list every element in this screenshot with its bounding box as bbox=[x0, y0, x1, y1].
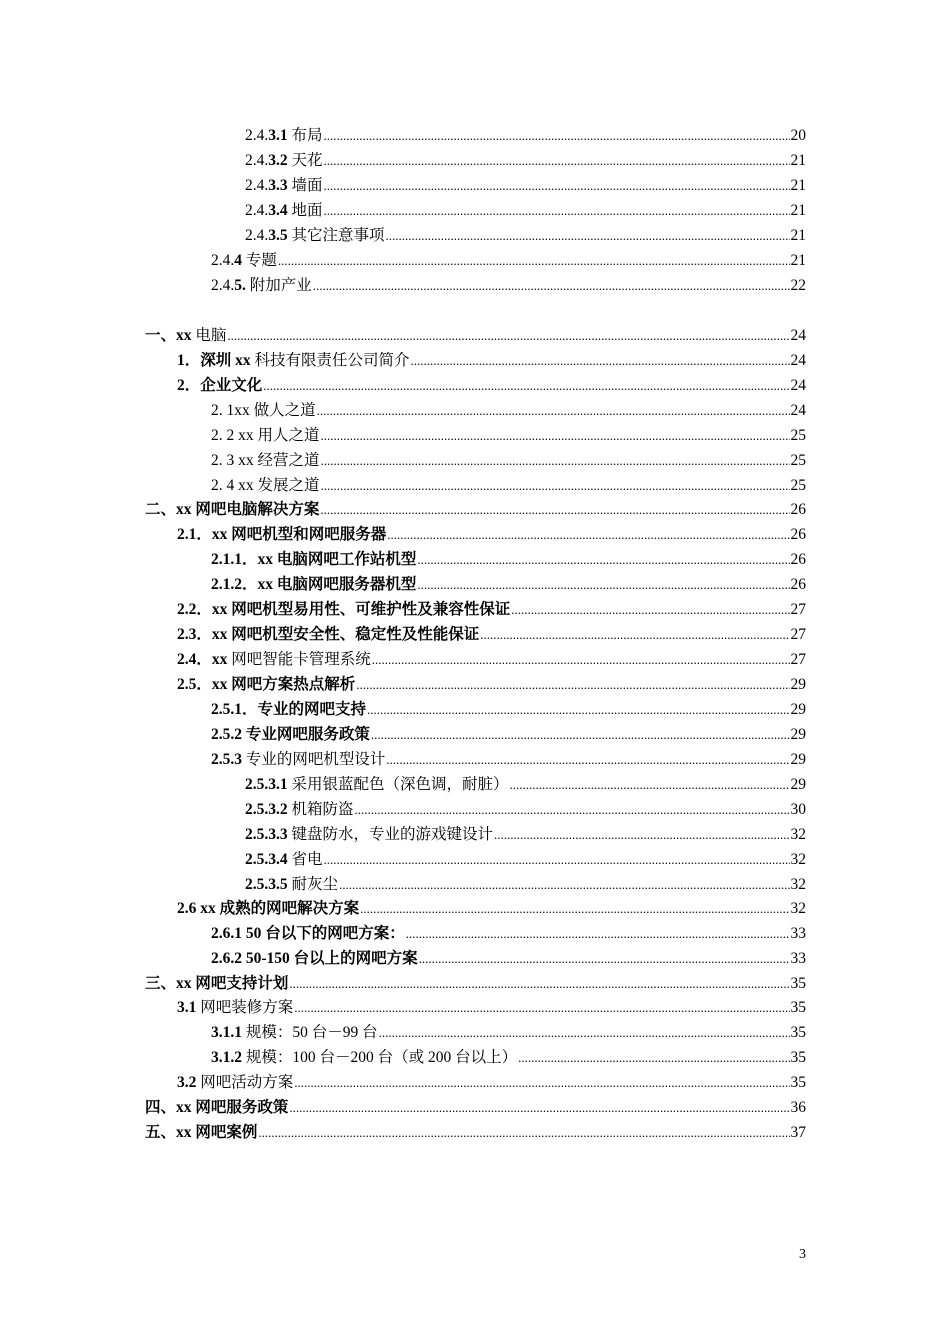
toc-entry[interactable] bbox=[177, 598, 806, 622]
toc-entry-title bbox=[211, 474, 320, 498]
toc-entry-text: 附加产业 bbox=[245, 277, 312, 294]
toc-entry-heading: 2.1.2．xx 电脑网吧服务器机型 bbox=[211, 576, 417, 593]
toc-entry-text: 专题 bbox=[242, 252, 277, 269]
toc-entry-heading: 三、xx 网吧支持计划 bbox=[145, 975, 289, 992]
toc-entry-text: 省电 bbox=[287, 851, 323, 868]
toc-entry-title bbox=[245, 199, 323, 223]
toc-entry-title bbox=[245, 873, 338, 897]
toc-dot-leader bbox=[258, 1121, 789, 1145]
toc-entry-title bbox=[211, 748, 385, 772]
toc-entry-page: 32 bbox=[790, 876, 806, 893]
toc-entry-text: 采用银蓝配色（深色调，耐脏） bbox=[287, 776, 509, 793]
toc-entry-text: 墙面 bbox=[287, 177, 323, 194]
toc-entry-title bbox=[211, 424, 320, 448]
toc-entry[interactable] bbox=[177, 648, 806, 672]
toc-dot-leader bbox=[324, 848, 790, 872]
toc-dot-leader bbox=[227, 324, 789, 348]
toc-dot-leader bbox=[387, 523, 789, 547]
toc-entry-number: 2.4. bbox=[245, 177, 269, 194]
toc-entry[interactable] bbox=[245, 199, 806, 223]
toc-entry-page: 35 bbox=[790, 975, 806, 992]
toc-entry-heading: 2.6 xx 成熟的网吧解决方案 bbox=[177, 900, 360, 917]
toc-entry-page: 35 bbox=[790, 1024, 806, 1041]
toc-dot-leader bbox=[356, 673, 789, 697]
toc-entry-heading: 2.1.1．xx 电脑网吧工作站机型 bbox=[211, 551, 417, 568]
toc-entry-title bbox=[177, 673, 355, 697]
toc-entry[interactable] bbox=[177, 374, 806, 398]
toc-dot-leader bbox=[386, 748, 789, 772]
toc-dot-leader bbox=[278, 249, 790, 273]
toc-dot-leader bbox=[289, 1096, 789, 1120]
toc-entry-page: 33 bbox=[790, 925, 806, 942]
toc-dot-leader bbox=[321, 474, 790, 498]
toc-entry[interactable] bbox=[245, 149, 806, 173]
toc-entry[interactable] bbox=[177, 623, 806, 647]
toc-entry-title bbox=[177, 623, 479, 647]
toc-entry-title bbox=[245, 773, 509, 797]
toc-entry[interactable] bbox=[211, 548, 806, 572]
toc-entry-heading: 二、xx 网吧电脑解决方案 bbox=[145, 501, 320, 518]
toc-dot-leader bbox=[355, 798, 790, 822]
toc-entry-page: 26 bbox=[790, 526, 806, 543]
toc-dot-leader bbox=[494, 823, 789, 847]
toc-entry-text: 规模：100 台－200 台（或 200 台以上） bbox=[242, 1049, 518, 1066]
toc-entry-text: 天花 bbox=[287, 152, 323, 169]
toc-entry-number: 2. 1xx bbox=[211, 402, 250, 419]
toc-entry-text: 做人之道 bbox=[249, 402, 316, 419]
toc-entry-text: 网吧装修方案 bbox=[196, 999, 294, 1016]
page-number: 3 bbox=[799, 1247, 806, 1262]
toc-entry-heading: 3.2 bbox=[177, 1074, 197, 1091]
toc-entry-text: 网吧活动方案 bbox=[196, 1074, 294, 1091]
toc-entry-heading: 2.1．xx 网吧机型和网吧服务器 bbox=[177, 526, 387, 543]
toc-dot-leader bbox=[324, 149, 790, 173]
toc-entry[interactable] bbox=[245, 174, 806, 198]
toc-entry[interactable] bbox=[145, 498, 806, 522]
toc-entry[interactable] bbox=[211, 922, 806, 946]
toc-entry-title bbox=[211, 1021, 378, 1045]
toc-dot-leader bbox=[339, 873, 789, 897]
toc-entry-title bbox=[245, 823, 493, 847]
toc-entry-title bbox=[177, 349, 410, 373]
toc-entry-title bbox=[211, 548, 416, 572]
toc-entry[interactable] bbox=[211, 698, 806, 722]
toc-entry-heading: 一、xx bbox=[145, 327, 192, 344]
toc-entry-text: 其它注意事项 bbox=[287, 227, 385, 244]
toc-entry-title bbox=[245, 798, 354, 822]
toc-dot-leader bbox=[419, 947, 790, 971]
toc-dot-leader bbox=[313, 274, 790, 298]
toc-dot-leader bbox=[324, 124, 790, 148]
toc-entry-title bbox=[177, 897, 359, 921]
toc-entry[interactable] bbox=[245, 124, 806, 148]
toc-entry-number: 2. 4 xx bbox=[211, 477, 254, 494]
toc-entry-page: 32 bbox=[790, 900, 806, 917]
toc-dot-leader bbox=[480, 623, 789, 647]
toc-dot-leader bbox=[324, 199, 790, 223]
toc-entry-number: 2.4. bbox=[245, 202, 269, 219]
toc-dot-leader bbox=[386, 224, 790, 248]
toc-entry[interactable] bbox=[245, 823, 806, 847]
toc-entry-title bbox=[211, 249, 277, 273]
toc-entry-title bbox=[145, 498, 319, 522]
toc-entry[interactable] bbox=[145, 324, 806, 348]
toc-entry[interactable] bbox=[211, 1021, 806, 1045]
toc-entry[interactable] bbox=[245, 848, 806, 872]
toc-dot-leader bbox=[379, 1021, 790, 1045]
toc-entry-page: 37 bbox=[790, 1124, 806, 1141]
toc-entry[interactable] bbox=[145, 1096, 806, 1120]
toc-entry-page: 25 bbox=[790, 427, 806, 444]
toc-entry-title bbox=[211, 1046, 517, 1070]
toc-dot-leader bbox=[411, 349, 790, 373]
toc-entry-heading: 2.5．xx 网吧方案热点解析 bbox=[177, 676, 356, 693]
toc-entry-title bbox=[211, 922, 405, 946]
toc-entry-page: 35 bbox=[790, 999, 806, 1016]
toc-entry-number: 2.4. bbox=[211, 277, 235, 294]
toc-dot-leader bbox=[518, 1046, 789, 1070]
toc-entry-text: 键盘防水，专业的游戏键设计 bbox=[287, 826, 494, 843]
toc-entry[interactable] bbox=[211, 723, 806, 747]
toc-entry-page: 26 bbox=[790, 551, 806, 568]
toc-dot-leader bbox=[317, 399, 790, 423]
toc-entry-title bbox=[245, 848, 323, 872]
toc-entry-page: 35 bbox=[790, 1074, 806, 1091]
toc-entry-page: 24 bbox=[790, 352, 806, 369]
toc-entry-page: 30 bbox=[790, 801, 806, 818]
toc-entry-page: 36 bbox=[790, 1099, 806, 1116]
toc-entry-page: 29 bbox=[790, 776, 806, 793]
toc-entry-page: 35 bbox=[790, 1049, 806, 1066]
toc-entry[interactable] bbox=[177, 996, 806, 1020]
toc-dot-leader bbox=[367, 698, 789, 722]
toc-entry[interactable] bbox=[177, 1071, 806, 1095]
toc-entry-title bbox=[245, 224, 385, 248]
toc-entry-title bbox=[145, 1096, 288, 1120]
toc-entry[interactable] bbox=[177, 349, 806, 373]
toc-dot-leader bbox=[321, 449, 790, 473]
toc-dot-leader bbox=[372, 648, 790, 672]
toc-entry-heading: 2．企业文化 bbox=[177, 377, 263, 394]
toc-entry-title bbox=[211, 573, 416, 597]
toc-entry-heading: 3.3 bbox=[268, 177, 288, 194]
toc-entry-title bbox=[211, 274, 312, 298]
toc-entry[interactable] bbox=[211, 474, 806, 498]
toc-entry-number: 2.4. bbox=[245, 127, 269, 144]
toc-entry-heading: 2.2．xx 网吧机型易用性、可维护性及兼容性保证 bbox=[177, 601, 511, 618]
toc-entry-heading: 3.4 bbox=[268, 202, 288, 219]
toc-entry-text: 耐灰尘 bbox=[287, 876, 339, 893]
toc-entry-title bbox=[177, 374, 262, 398]
toc-entry[interactable] bbox=[177, 897, 806, 921]
toc-entry-page: 27 bbox=[790, 601, 806, 618]
toc-entry[interactable] bbox=[245, 773, 806, 797]
toc-entry-heading: 2.5.3.2 bbox=[245, 801, 288, 818]
toc-entry-heading: 2.5.3.1 bbox=[245, 776, 288, 793]
toc-entry-heading: 2.5.3.5 bbox=[245, 876, 288, 893]
toc-entry-title bbox=[211, 723, 370, 747]
toc-entry-heading: 2.3．xx 网吧机型安全性、稳定性及性能保证 bbox=[177, 626, 480, 643]
toc-entry-heading: 5. bbox=[234, 277, 246, 294]
toc-entry-heading: 四、xx 网吧服务政策 bbox=[145, 1099, 289, 1116]
toc-entry-page: 32 bbox=[790, 851, 806, 868]
toc-entry-heading: 2.6.2 50-150 台以上的网吧方案 bbox=[211, 950, 418, 967]
toc-entry-number: 2.4. bbox=[245, 227, 269, 244]
toc-entry-title bbox=[211, 399, 316, 423]
toc-entry-heading: 3.1.1 bbox=[211, 1024, 242, 1041]
toc-entry-page: 27 bbox=[790, 651, 806, 668]
toc-dot-leader bbox=[321, 424, 790, 448]
toc-entry[interactable] bbox=[211, 274, 806, 298]
toc-entry-title bbox=[211, 947, 418, 971]
toc-entry-heading: 3.1.2 bbox=[211, 1049, 242, 1066]
toc-entry-heading: 1．深圳 xx bbox=[177, 352, 251, 369]
toc-entry-title bbox=[145, 1121, 257, 1145]
toc-entry-page: 21 bbox=[790, 152, 806, 169]
toc-entry-heading: 3.1 bbox=[268, 127, 288, 144]
toc-entry-page: 29 bbox=[790, 751, 806, 768]
toc-entry-heading: 3.2 bbox=[268, 152, 288, 169]
toc-entry[interactable] bbox=[177, 523, 806, 547]
toc-entry[interactable] bbox=[145, 972, 806, 996]
toc-entry-page: 20 bbox=[790, 127, 806, 144]
toc-entry-heading: 3.1 bbox=[177, 999, 197, 1016]
toc-entry[interactable] bbox=[211, 573, 806, 597]
toc-entry-page: 26 bbox=[790, 501, 806, 518]
toc-entry[interactable] bbox=[211, 249, 806, 273]
toc-dot-leader bbox=[320, 498, 789, 522]
toc-entry-page: 29 bbox=[790, 701, 806, 718]
toc-entry-text: 发展之道 bbox=[253, 477, 320, 494]
toc-entry-number: 2. 3 xx bbox=[211, 452, 254, 469]
toc-entry-text: 网吧智能卡管理系统 bbox=[227, 651, 371, 668]
toc-entry-text: 科技有限责任公司简介 bbox=[250, 352, 410, 369]
toc-entry-text: 电脑 bbox=[191, 327, 227, 344]
toc-entry-page: 21 bbox=[790, 202, 806, 219]
toc-entry-page: 27 bbox=[790, 626, 806, 643]
toc-entry-heading: 2.5.3 bbox=[211, 751, 242, 768]
toc-entry-title bbox=[177, 996, 293, 1020]
toc-entry-title bbox=[145, 972, 288, 996]
toc-dot-leader bbox=[371, 723, 790, 747]
toc-entry-title bbox=[211, 698, 366, 722]
toc-entry[interactable] bbox=[245, 798, 806, 822]
toc-entry-page: 24 bbox=[790, 377, 806, 394]
toc-entry-page: 25 bbox=[790, 452, 806, 469]
toc-entry-heading: 4 bbox=[234, 252, 242, 269]
toc-entry[interactable] bbox=[145, 1121, 806, 1145]
toc-dot-leader bbox=[294, 1071, 789, 1095]
toc-dot-leader bbox=[360, 897, 789, 921]
toc-entry-page: 29 bbox=[790, 676, 806, 693]
toc-entry-page: 29 bbox=[790, 726, 806, 743]
toc-entry-number: 2.4. bbox=[245, 152, 269, 169]
toc-entry-page: 24 bbox=[790, 402, 806, 419]
toc-entry-title bbox=[245, 174, 323, 198]
toc-dot-leader bbox=[294, 996, 789, 1020]
toc-entry-heading: 2.5.3.4 bbox=[245, 851, 288, 868]
toc-entry-text: 经营之道 bbox=[253, 452, 320, 469]
toc-entry-heading: 2.6.1 50 台以下的网吧方案： bbox=[211, 925, 405, 942]
toc-entry-title bbox=[177, 648, 371, 672]
toc-entry-page: 32 bbox=[790, 826, 806, 843]
toc-entry-title bbox=[177, 1071, 293, 1095]
toc-entry-text: 地面 bbox=[287, 202, 323, 219]
toc-entry[interactable] bbox=[211, 1046, 806, 1070]
toc-entry[interactable] bbox=[211, 399, 806, 423]
toc-entry[interactable] bbox=[211, 424, 806, 448]
toc-entry-heading: 2.5.3.3 bbox=[245, 826, 288, 843]
toc-entry-page: 24 bbox=[790, 327, 806, 344]
toc-entry-text: 用人之道 bbox=[253, 427, 320, 444]
toc-entry-number: 2. 2 xx bbox=[211, 427, 254, 444]
toc-dot-leader bbox=[510, 773, 790, 797]
toc-entry-heading: 2.5.1．专业的网吧支持 bbox=[211, 701, 367, 718]
toc-entry-text: 布局 bbox=[287, 127, 323, 144]
toc-dot-leader bbox=[511, 598, 789, 622]
toc-entry-text: 专业的网吧机型设计 bbox=[242, 751, 386, 768]
toc-entry[interactable] bbox=[211, 947, 806, 971]
toc-entry-heading: 2.4．xx bbox=[177, 651, 228, 668]
toc-dot-leader bbox=[406, 922, 790, 946]
toc-entry-page: 21 bbox=[790, 177, 806, 194]
toc-entry-page: 25 bbox=[790, 477, 806, 494]
toc-dot-leader bbox=[289, 972, 789, 996]
toc-entry[interactable] bbox=[245, 224, 806, 248]
toc-entry-page: 21 bbox=[790, 252, 806, 269]
toc-entry-title bbox=[177, 523, 386, 547]
toc-entry-heading: 3.5 bbox=[268, 227, 288, 244]
toc-entry[interactable] bbox=[211, 449, 806, 473]
toc-entry-heading: 五、xx 网吧案例 bbox=[145, 1124, 258, 1141]
toc-entry-heading: 2.5.2 专业网吧服务政策 bbox=[211, 726, 370, 743]
toc-entry-number: 2.4. bbox=[211, 252, 235, 269]
toc-entry-title bbox=[145, 324, 226, 348]
toc-entry-page: 22 bbox=[790, 277, 806, 294]
toc-entry-page: 26 bbox=[790, 576, 806, 593]
toc-dot-leader bbox=[324, 174, 790, 198]
toc-entry-title bbox=[245, 149, 323, 173]
toc-entry[interactable] bbox=[211, 748, 806, 772]
toc-entry[interactable] bbox=[245, 873, 806, 897]
toc-entry-text: 规模：50 台－99 台 bbox=[242, 1024, 378, 1041]
toc-dot-leader bbox=[263, 374, 789, 398]
toc-entry-page: 33 bbox=[790, 950, 806, 967]
toc-entry-title bbox=[245, 124, 323, 148]
toc-entry[interactable] bbox=[177, 673, 806, 697]
toc-entry-page: 21 bbox=[790, 227, 806, 244]
toc-dot-leader bbox=[417, 548, 789, 572]
toc-entry-text: 机箱防盗 bbox=[287, 801, 354, 818]
toc-dot-leader bbox=[417, 573, 789, 597]
toc-entry-title bbox=[177, 598, 510, 622]
toc-entry-title bbox=[211, 449, 320, 473]
